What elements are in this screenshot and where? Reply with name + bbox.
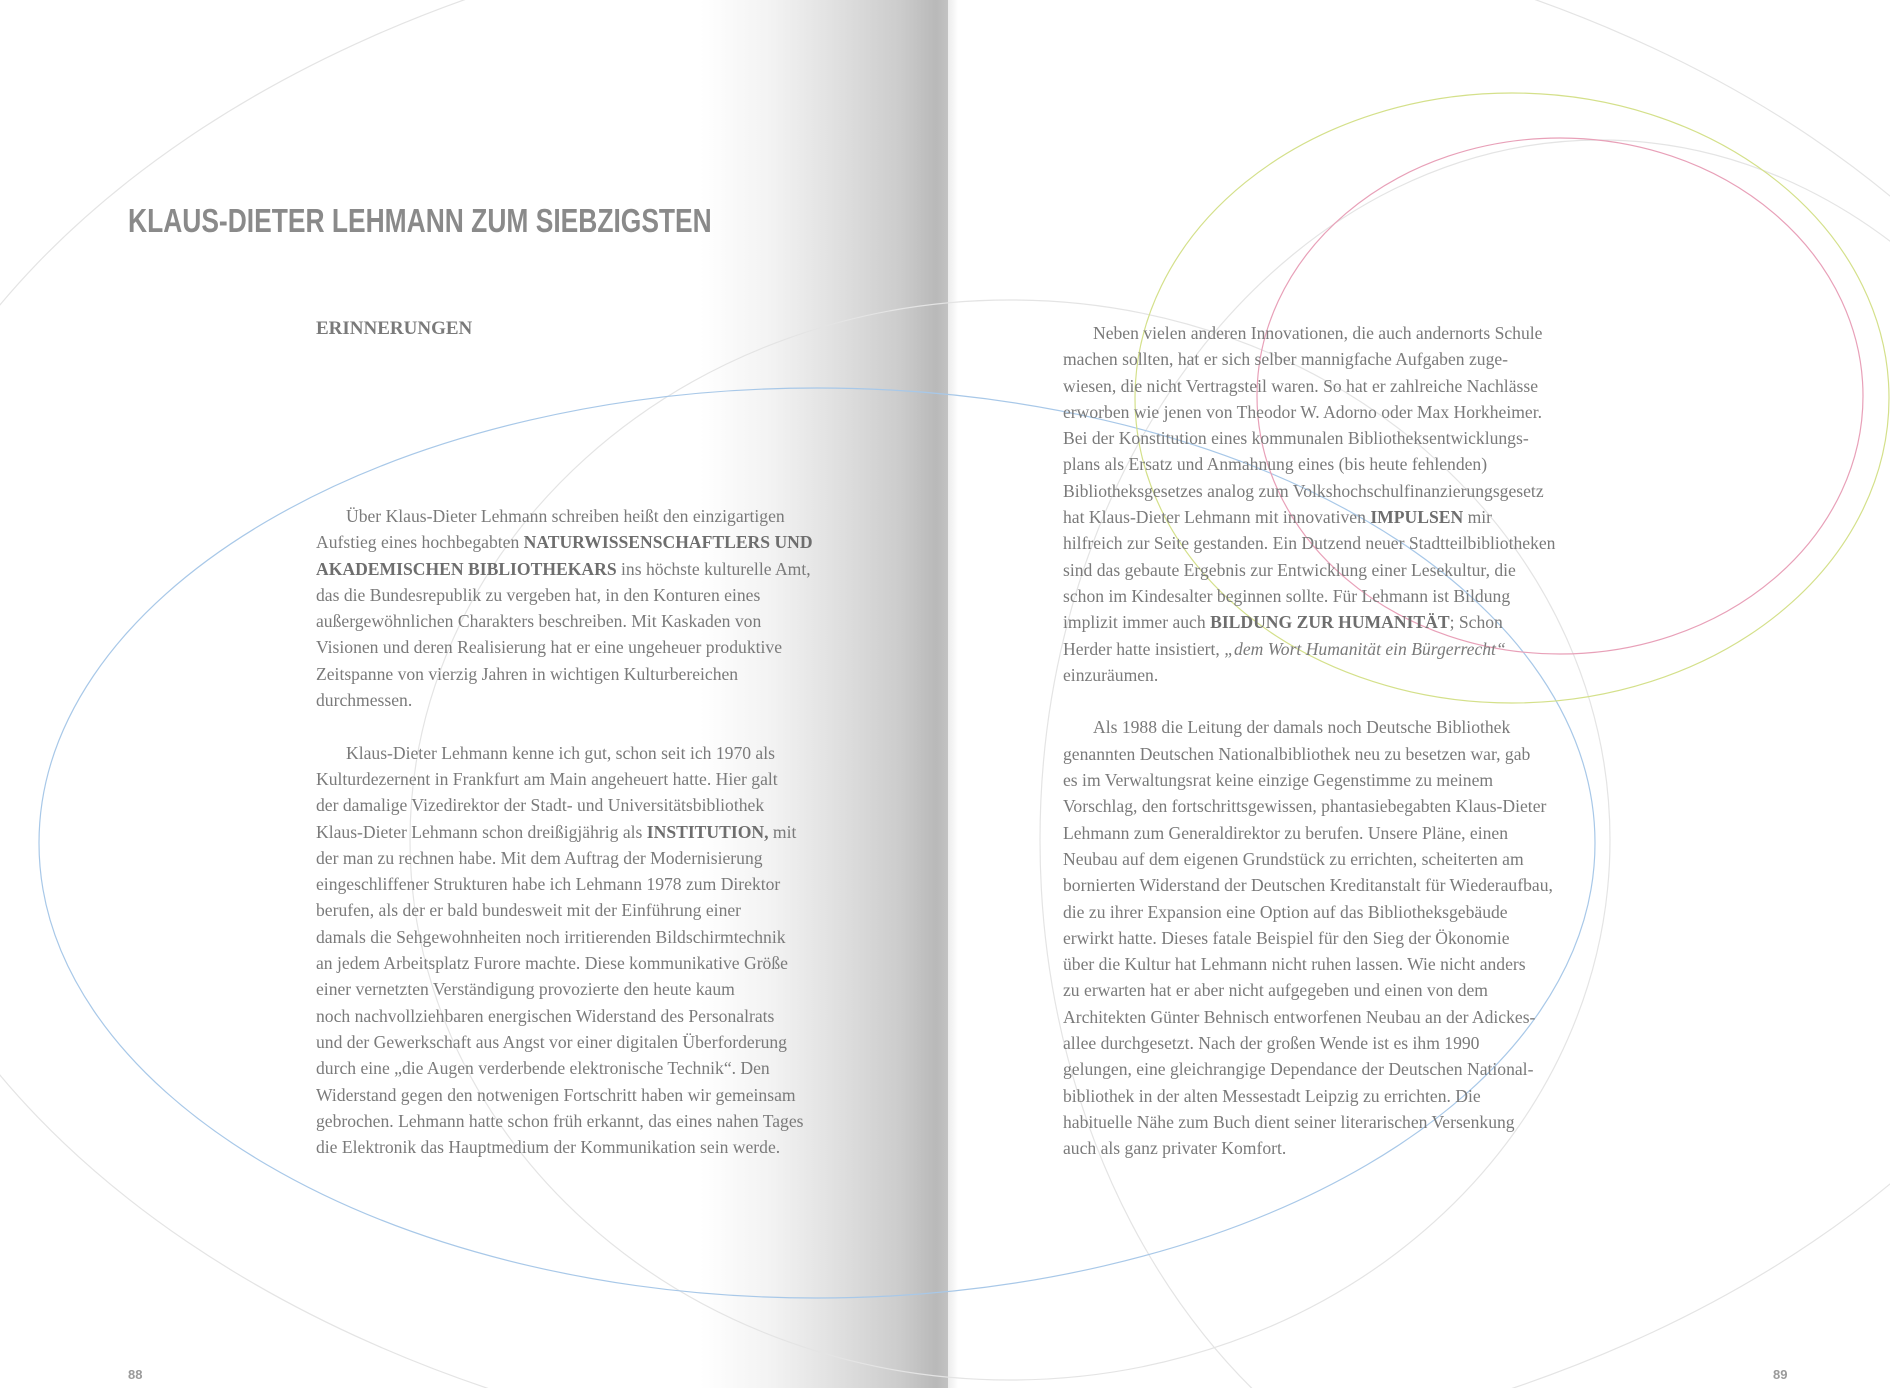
text-line: bibliothek in der alten Messestadt Leipzig zu errichten. Die [1063, 1085, 1481, 1106]
text-line: Architekten Günter Behnisch entworfenen Neubau an der Adickes- [1063, 1006, 1536, 1027]
text-fragment: Klaus-Dieter Lehmann schon dreißigjährig als [316, 821, 647, 842]
text-line: gebrochen. Lehmann hatte schon früh erkannt, das eines nahen Tages [316, 1110, 804, 1131]
text-line: an jedem Arbeitsplatz Furore machte. Diese kommunikative Größe [316, 953, 788, 974]
left-text-column [316, 503, 813, 1160]
text-line: einer vernetzten Verständigung provozierte den heute kaum [316, 979, 735, 1000]
text-line [1063, 636, 1555, 662]
text-line: schon im Kindesalter beginnen sollte. Für Lehmann ist Bildung [1063, 585, 1511, 606]
emphasis-term: NATURWISSENSCHAFTLERS UND [523, 532, 813, 553]
text-line [316, 556, 813, 582]
text-line: berufen, als der er bald bundesweit mit der Einführung einer [316, 900, 742, 921]
text-fragment: hat Klaus-Dieter Lehmann mit innovativen [1063, 507, 1371, 528]
emphasis-term: AKADEMISCHEN BIBLIOTHEKARS [316, 558, 617, 579]
text-line: Bibliotheksgesetzes analog zum Volkshochschulfinanzierungsgesetz [1063, 480, 1544, 501]
text-fragment: ins höchste kulturelle Amt, [616, 558, 811, 579]
text-line [316, 819, 813, 845]
text-line: plans als Ersatz und Anmahnung eines (bis heute fehlenden) [1063, 454, 1488, 475]
text-line: die Elektronik das Hauptmedium der Kommunikation sein werde. [316, 1137, 781, 1158]
section-title: ERINNERUNGEN [316, 318, 473, 339]
text-line: auch als ganz privater Komfort. [1063, 1138, 1287, 1159]
text-line: die zu ihrer Expansion eine Option auf das Bibliotheksgebäude [1063, 901, 1508, 922]
text-line [1063, 504, 1555, 530]
text-line: das die Bundesrepublik zu vergeben hat, in den Konturen eines [316, 584, 761, 605]
text-fragment: mir [1463, 507, 1493, 528]
text-line: Visionen und deren Realisierung hat er eine ungeheuer produktive [316, 637, 783, 658]
emphasis-term: IMPULSEN [1370, 507, 1464, 528]
text-line: Zeitspanne von vierzig Jahren in wichtigen Kulturbereichen [316, 663, 739, 684]
text-line: bornierten Widerstand der Deutschen Kreditanstalt für Wiederaufbau, [1063, 875, 1553, 896]
text-line: habituelle Nähe zum Buch dient seiner literarischen Versenkung [1063, 1111, 1515, 1132]
text-fragment: implizit immer auch [1063, 612, 1211, 633]
paragraph-gap [316, 713, 813, 739]
text-line: Widerstand gegen den notwenigen Fortschritt haben wir gemeinsam [316, 1084, 796, 1105]
text-line: Neubau auf dem eigenen Grundstück zu errichten, scheiterten am [1063, 848, 1524, 869]
text-line [316, 529, 813, 555]
text-fragment: ; Schon [1449, 612, 1503, 633]
text-line: über die Kultur hat Lehmann nicht ruhen lassen. Wie nicht anders [1063, 954, 1526, 975]
text-line: Kulturdezernent in Frankfurt am Main angeheuert hatte. Hier galt [316, 768, 778, 789]
text-line: wiesen, die nicht Vertragsteil waren. So hat er zahlreiche Nachlässe [1063, 375, 1539, 396]
text-line: Über Klaus-Dieter Lehmann schreiben heißt den einzigartigen [346, 506, 785, 526]
text-line: Lehmann zum Generaldirektor zu berufen. Unsere Pläne, einen [1063, 822, 1509, 843]
text-line: der man zu rechnen habe. Mit dem Auftrag der Modernisierung [316, 847, 763, 868]
page-title: KLAUS-DIETER LEHMANN ZUM SIEBZIGSTEN [128, 202, 712, 239]
text-line: Als 1988 die Leitung der damals noch Deutsche Bibliothek [1093, 717, 1511, 738]
text-line: einzuräumen. [1063, 664, 1159, 685]
text-line: Bei der Konstitution eines kommunalen Bibliotheksentwicklungs- [1063, 428, 1529, 449]
quotation: „dem Wort Humanität ein Bürgerrecht“ [1224, 638, 1506, 659]
text-line: erworben wie jenen von Theodor W. Adorno oder Max Horkheimer. [1063, 401, 1542, 422]
text-line: Klaus-Dieter Lehmann kenne ich gut, schon seit ich 1970 als [346, 742, 775, 763]
text-line [1063, 609, 1555, 635]
text-line: und der Gewerkschaft aus Angst vor einer digitalen Überforderung [316, 1031, 787, 1052]
text-line: sind das gebaute Ergebnis zur Entwicklung einer Lesekultur, die [1063, 559, 1516, 580]
right-text-column [1063, 320, 1555, 1162]
text-line: es im Verwaltungsrat keine einzige Gegenstimme zu meinem [1063, 770, 1494, 791]
text-fragment: mit [768, 821, 797, 842]
text-line: Vorschlag, den fortschrittsgewissen, phantasiebegabten Klaus-Dieter [1063, 796, 1547, 817]
text-line: zu erwarten hat er aber nicht aufgegeben und einen von dem [1063, 980, 1488, 1001]
emphasis-term: BILDUNG ZUR HUMANITÄT [1210, 612, 1450, 633]
text-line: durch eine „die Augen verderbende elektronische Technik“. Den [316, 1058, 770, 1079]
text-line: genannten Deutschen Nationalbibliothek neu zu besetzen war, gab [1063, 743, 1531, 764]
text-line: hilfreich zur Seite gestanden. Ein Dutzend neuer Stadtteilbibliotheken [1063, 533, 1556, 554]
paragraph-gap [1063, 688, 1555, 714]
text-line: damals die Sehgewohnheiten noch irritierenden Bildschirmtechnik [316, 926, 786, 947]
page-number-left: 88 [128, 1367, 143, 1382]
text-line: erwirkt hatte. Dieses fatale Beispiel für den Sieg der Ökonomie [1063, 927, 1510, 948]
text-line: machen sollten, hat er sich selber mannigfache Aufgaben zuge- [1063, 349, 1509, 370]
text-line: gelungen, eine gleichrangige Dependance der Deutschen National- [1063, 1059, 1534, 1080]
text-fragment: Aufstieg eines hochbegabten [316, 532, 524, 553]
text-line: der damalige Vizedirektor der Stadt- und Universitätsbibliothek [316, 795, 765, 816]
text-line: eingeschliffener Strukturen habe ich Lehmann 1978 zum Direktor [316, 874, 781, 895]
emphasis-term: INSTITUTION, [646, 821, 769, 842]
text-line: Neben vielen anderen Innovationen, die auch andernorts Schule [1093, 323, 1543, 343]
text-line: durchmessen. [316, 690, 413, 711]
text-line: noch nachvollziehbaren energischen Widerstand des Personalrats [316, 1005, 775, 1026]
text-line: allee durchgesetzt. Nach der großen Wende ist es ihm 1990 [1063, 1033, 1480, 1054]
text-line: außergewöhnlichen Charakters beschreiben. Mit Kaskaden von [316, 611, 762, 632]
page-number-right: 89 [1773, 1367, 1788, 1382]
text-fragment: Herder hatte insistiert, [1063, 638, 1225, 659]
